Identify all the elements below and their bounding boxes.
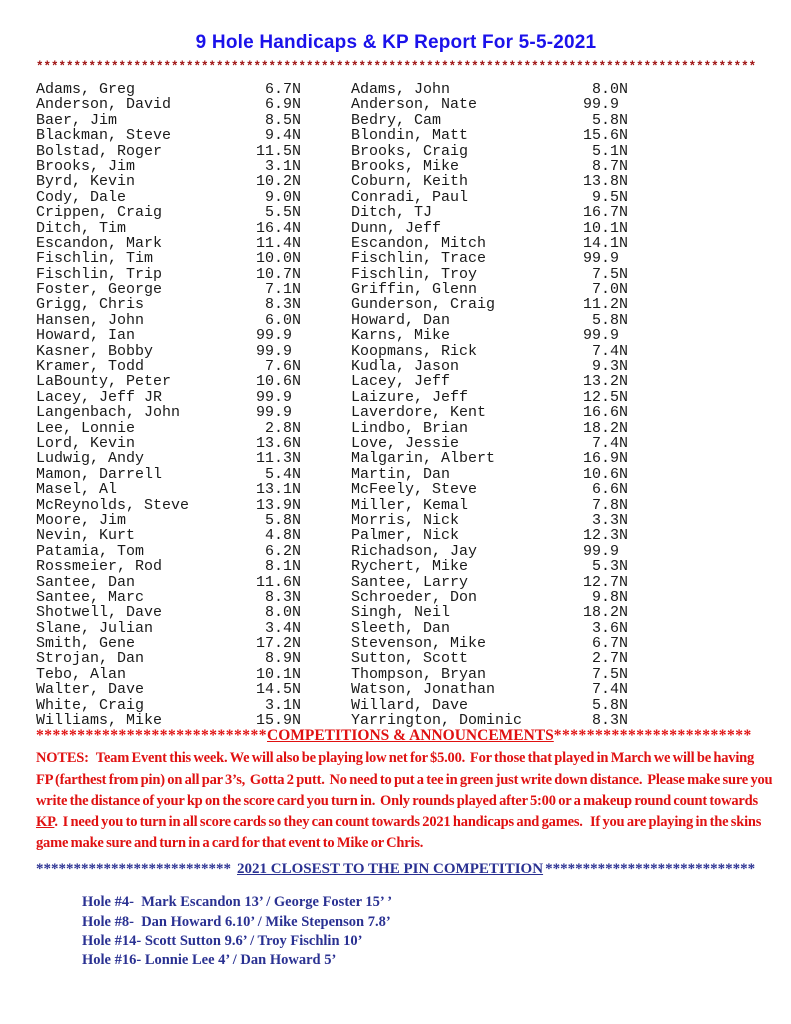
table-row <box>36 128 301 143</box>
player-name: Escandon, Mark <box>36 235 163 252</box>
table-row <box>351 221 628 236</box>
handicap-value: 7.5 N <box>591 665 629 683</box>
player-name: Howard, Dan <box>351 312 451 329</box>
handicap-value: 11.2 N <box>583 296 629 314</box>
player-name: Morris, Nick <box>351 512 460 529</box>
handicap-value: 5.8 N <box>264 511 302 529</box>
table-row <box>36 374 301 389</box>
table-row <box>351 436 628 451</box>
notes-kp-underlined: KP <box>36 814 55 831</box>
handicap-value: 11.3 N <box>256 450 302 468</box>
player-name: Blackman, Steve <box>36 128 172 144</box>
handicap-value: 5.5 N <box>264 204 302 222</box>
handicap-value: 13.9 N <box>256 496 302 514</box>
handicap-value: 6.7 N <box>264 81 302 98</box>
table-row <box>351 528 628 543</box>
player-name: Love, Jessie <box>351 435 460 452</box>
table-row <box>36 667 301 682</box>
table-row <box>36 297 301 312</box>
player-name: Palmer, Nick <box>351 528 460 544</box>
player-name: Yarrington, Dominic <box>351 713 523 729</box>
player-name: Laizure, Jeff <box>351 389 469 406</box>
table-row <box>36 190 301 205</box>
player-name: Slane, Julian <box>36 620 154 637</box>
handicap-value: 99.9 <box>256 404 293 422</box>
handicap-value: 11.4 N <box>256 234 302 252</box>
player-name: Masel, Al <box>36 482 118 498</box>
player-name: Lacey, Jeff <box>351 374 451 390</box>
table-row <box>36 544 301 559</box>
player-name: Brooks, Mike <box>351 158 460 175</box>
table-row <box>36 359 301 374</box>
kp-stars-left: ************************** <box>36 861 231 878</box>
player-name: Escandon, Mitch <box>351 235 487 252</box>
player-name: Anderson, David <box>36 97 172 113</box>
handicap-value: 8.3 N <box>591 712 629 730</box>
player-name: Lindbo, Brian <box>351 420 469 436</box>
table-row <box>36 205 301 220</box>
kp-result-line-hole4: Hole #4- Mark Escandon 13’ / George Foster 15’ ’ <box>82 894 393 911</box>
competitions-header-label: COMPETITIONS & ANNOUNCEMENTS <box>267 727 554 745</box>
table-row <box>351 205 628 220</box>
player-name: Shotwell, Dave <box>36 605 163 621</box>
handicap-value: 13.6 N <box>256 434 302 452</box>
table-row <box>36 590 301 605</box>
handicap-value: 10.6 N <box>256 373 302 391</box>
handicap-value: 5.8 N <box>591 311 629 329</box>
player-name: Strojan, Dan <box>36 651 145 667</box>
handicap-value: 9.4 N <box>264 127 302 145</box>
handicap-value: 7.1 N <box>264 281 302 299</box>
table-row <box>351 651 628 666</box>
handicap-value: 12.7 N <box>583 573 629 591</box>
handicap-value: 13.8 N <box>583 173 629 191</box>
player-name: Watson, Jonathan <box>351 682 496 698</box>
kp-result-line-hole8: Hole #8- Dan Howard 6.10’ / Mike Stepenson 7.8’ <box>82 913 391 930</box>
table-row <box>351 621 628 636</box>
player-name: Karns, Mike <box>351 328 451 344</box>
player-name: Rychert, Mike <box>351 559 469 575</box>
player-name: Byrd, Kevin <box>36 174 136 190</box>
table-row <box>351 467 628 482</box>
player-name: Miller, Kemal <box>351 497 469 513</box>
handicap-value: 8.9 N <box>264 650 302 668</box>
player-name: Blondin, Matt <box>351 128 469 144</box>
handicap-value: 99.9 <box>583 96 620 114</box>
table-row <box>351 113 628 128</box>
handicap-value: 7.4 N <box>591 681 629 699</box>
table-row <box>36 236 301 251</box>
table-row <box>351 698 628 713</box>
table-row <box>351 251 628 266</box>
handicap-value: 9.5 N <box>591 188 629 206</box>
handicap-roster <box>36 82 773 728</box>
notes-text-continued: . I need you to turn in all score cards so they can count towards 2021 handicaps and games. If you are playing in the skins game make sure and turn in a card for that event to Mike or Chris. <box>36 814 764 852</box>
player-name: Fischlin, Tim <box>36 251 154 267</box>
player-name: Koopmans, Rick <box>351 343 478 360</box>
player-name: Brooks, Jim <box>36 158 136 175</box>
player-name: Smith, Gene <box>36 636 136 652</box>
table-row <box>36 282 301 297</box>
handicap-value: 9.3 N <box>591 358 629 376</box>
handicap-value: 2.8 N <box>264 419 302 437</box>
kp-stars-right: **************************** <box>545 861 756 878</box>
handicap-value: 17.2 N <box>256 635 302 653</box>
player-name: Ditch, TJ <box>351 205 433 221</box>
table-row <box>351 482 628 497</box>
player-name: Cody, Dale <box>36 189 127 206</box>
handicap-value: 99.9 <box>256 327 293 345</box>
handicap-value: 16.9 N <box>583 450 629 468</box>
handicap-value: 8.7 N <box>591 157 629 175</box>
table-row <box>36 621 301 636</box>
handicap-value: 8.3 N <box>264 296 302 314</box>
table-row <box>351 682 628 697</box>
handicap-value: 3.1 N <box>264 696 302 714</box>
player-name: Patamia, Tom <box>36 543 145 560</box>
table-row <box>351 128 628 143</box>
table-row <box>36 698 301 713</box>
table-row <box>36 144 301 159</box>
table-row <box>36 559 301 574</box>
player-name: Kramer, Todd <box>36 359 145 375</box>
player-name: Rossmeier, Rod <box>36 559 163 575</box>
handicap-value: 7.5 N <box>591 265 629 283</box>
table-row <box>36 575 301 590</box>
roster-column-left <box>36 82 301 728</box>
handicap-value: 7.6 N <box>264 358 302 376</box>
table-row <box>36 251 301 266</box>
table-row <box>36 528 301 543</box>
player-name: Williams, Mike <box>36 713 163 729</box>
table-row <box>351 190 628 205</box>
table-row <box>351 513 628 528</box>
player-name: Lee, Lonnie <box>36 420 136 436</box>
player-name: Kasner, Bobby <box>36 343 154 360</box>
handicap-value: 16.4 N <box>256 219 302 237</box>
table-row <box>351 590 628 605</box>
player-name: Mamon, Darrell <box>36 466 163 483</box>
table-row <box>351 236 628 251</box>
player-name: Sleeth, Dan <box>351 620 451 637</box>
table-row <box>351 82 628 97</box>
handicap-value: 7.0 N <box>591 281 629 299</box>
table-row <box>36 344 301 359</box>
player-name: Laverdore, Kent <box>351 405 487 421</box>
player-name: Sutton, Scott <box>351 651 469 667</box>
handicap-value: 16.6 N <box>583 404 629 422</box>
player-name: Fischlin, Troy <box>351 266 478 283</box>
table-row <box>351 405 628 420</box>
handicap-value: 14.5 N <box>256 681 302 699</box>
table-row <box>351 421 628 436</box>
player-name: LaBounty, Peter <box>36 374 172 390</box>
kp-result-line-hole14: Hole #14- Scott Sutton 9.6’ / Troy Fischlin 10’ <box>82 932 363 949</box>
table-row <box>351 559 628 574</box>
player-name: McReynolds, Steve <box>36 497 190 513</box>
table-row <box>351 359 628 374</box>
notes-paragraph <box>36 748 773 854</box>
handicap-value: 5.1 N <box>591 142 629 160</box>
table-row <box>36 97 301 112</box>
handicap-value: 11.5 N <box>256 142 302 160</box>
handicap-value: 8.0 N <box>591 81 629 98</box>
handicap-value: 3.3 N <box>591 511 629 529</box>
table-row <box>36 313 301 328</box>
table-row <box>36 113 301 128</box>
table-row <box>351 328 628 343</box>
handicap-value: 15.9 N <box>256 712 302 730</box>
player-name: Thompson, Bryan <box>351 666 487 683</box>
table-row <box>36 436 301 451</box>
star-divider: ************************************************************************************************ <box>36 60 757 74</box>
handicap-value: 8.3 N <box>264 588 302 606</box>
player-name: Coburn, Keith <box>351 174 469 190</box>
handicap-value: 6.6 N <box>591 481 629 499</box>
table-row <box>36 405 301 420</box>
table-row <box>36 221 301 236</box>
player-name: Moore, Jim <box>36 512 127 529</box>
table-row <box>351 605 628 620</box>
player-name: Nevin, Kurt <box>36 528 136 544</box>
handicap-value: 3.1 N <box>264 157 302 175</box>
handicap-value: 8.5 N <box>264 111 302 129</box>
handicap-value: 10.0 N <box>256 250 302 268</box>
page-title: 9 Hole Handicaps & KP Report For 5-5-2021 <box>195 32 597 53</box>
player-name: Langenbach, John <box>36 405 181 421</box>
table-row <box>351 390 628 405</box>
player-name: Grigg, Chris <box>36 297 145 313</box>
handicap-value: 7.4 N <box>591 434 629 452</box>
competitions-stars-left: **************************** <box>36 727 267 745</box>
handicap-value: 14.1 N <box>583 234 629 252</box>
player-name: Anderson, Nate <box>351 97 478 113</box>
handicap-value: 13.1 N <box>256 481 302 499</box>
player-name: Schroeder, Don <box>351 589 478 606</box>
handicap-value: 10.6 N <box>583 465 629 483</box>
table-row <box>351 297 628 312</box>
table-row <box>36 682 301 697</box>
table-row <box>351 544 628 559</box>
player-name: Willard, Dave <box>351 697 469 714</box>
player-name: Dunn, Jeff <box>351 220 442 236</box>
player-name: Brooks, Craig <box>351 143 469 159</box>
handicap-value: 3.4 N <box>264 619 302 637</box>
player-name: Malgarin, Albert <box>351 451 496 467</box>
handicap-value: 5.4 N <box>264 465 302 483</box>
roster-column-right <box>351 82 628 728</box>
handicap-value: 18.2 N <box>583 419 629 437</box>
handicap-value: 5.3 N <box>591 558 629 576</box>
kp-competition-header <box>36 860 773 879</box>
table-row <box>36 328 301 343</box>
handicap-value: 9.0 N <box>264 188 302 206</box>
handicap-value: 10.2 N <box>256 173 302 191</box>
table-row <box>36 421 301 436</box>
player-name: Fischlin, Trace <box>351 251 487 267</box>
handicap-value: 12.3 N <box>583 527 629 545</box>
handicap-value: 18.2 N <box>583 604 629 622</box>
table-row <box>351 282 628 297</box>
handicap-value: 5.8 N <box>591 696 629 714</box>
notes-text: NOTES: Team Event this week. We will also be playing low net for $5.00. For those that played in March we will be having FP (farthest from pin) on all par 3’s, Gotta 2 putt. No need to put a tee in green just write down distance. Please make sure you write the distance of your kp on the score card you turn in. Only rounds played after 5:00 or a makeup round count towards <box>36 750 775 809</box>
handicap-value: 7.8 N <box>591 496 629 514</box>
player-name: McFeely, Steve <box>351 482 478 498</box>
player-name: Bolstad, Roger <box>36 143 163 159</box>
player-name: Kudla, Jason <box>351 359 460 375</box>
player-name: Foster, George <box>36 282 163 298</box>
table-row <box>36 159 301 174</box>
handicap-value: 8.1 N <box>264 558 302 576</box>
handicap-value: 2.7 N <box>591 650 629 668</box>
table-row <box>351 159 628 174</box>
handicap-value: 15.6 N <box>583 127 629 145</box>
handicap-value: 99.9 <box>256 342 293 360</box>
table-row <box>36 267 301 282</box>
player-name: Howard, Ian <box>36 328 136 344</box>
table-row <box>351 313 628 328</box>
handicap-value: 8.0 N <box>264 604 302 622</box>
player-name: Tebo, Alan <box>36 666 127 683</box>
competitions-stars-right: ************************ <box>553 727 752 745</box>
player-name: Baer, Jim <box>36 112 118 129</box>
player-name: Conradi, Paul <box>351 189 469 206</box>
kp-competition-header-label: 2021 CLOSEST TO THE PIN COMPETITION <box>237 861 544 878</box>
table-row <box>36 82 301 97</box>
table-row <box>351 267 628 282</box>
handicap-value: 5.8 N <box>591 111 629 129</box>
table-row <box>351 174 628 189</box>
handicap-value: 6.7 N <box>591 635 629 653</box>
player-name: Ditch, Tim <box>36 220 127 236</box>
table-row <box>36 482 301 497</box>
table-row <box>36 605 301 620</box>
handicap-value: 9.8 N <box>591 588 629 606</box>
handicap-value: 99.9 <box>256 388 293 406</box>
player-name: Adams, Greg <box>36 82 136 98</box>
player-name: Richadson, Jay <box>351 543 478 560</box>
table-row <box>36 390 301 405</box>
table-row <box>36 467 301 482</box>
player-name: Ludwig, Andy <box>36 451 145 467</box>
player-name: Santee, Marc <box>36 589 145 606</box>
player-name: Lord, Kevin <box>36 435 136 452</box>
handicap-value: 11.6 N <box>256 573 302 591</box>
player-name: Crippen, Craig <box>36 205 163 221</box>
handicap-value: 10.1 N <box>256 665 302 683</box>
table-row <box>351 636 628 651</box>
table-row <box>351 344 628 359</box>
handicap-value: 6.2 N <box>264 542 302 560</box>
competitions-header <box>36 726 773 745</box>
player-name: Bedry, Cam <box>351 112 442 129</box>
table-row <box>36 513 301 528</box>
player-name: Adams, John <box>351 82 451 98</box>
handicap-value: 99.9 <box>583 327 620 345</box>
player-name: Martin, Dan <box>351 466 451 483</box>
handicap-value: 99.9 <box>583 542 620 560</box>
player-name: Santee, Larry <box>351 574 469 590</box>
handicap-value: 6.0 N <box>264 311 302 329</box>
table-row <box>351 144 628 159</box>
handicap-value: 12.5 N <box>583 388 629 406</box>
table-row <box>36 498 301 513</box>
player-name: Gunderson, Craig <box>351 297 496 313</box>
player-name: Stevenson, Mike <box>351 636 487 652</box>
handicap-value: 7.4 N <box>591 342 629 360</box>
handicap-value: 13.2 N <box>583 373 629 391</box>
kp-result-line-hole16: Hole #16- Lonnie Lee 4’ / Dan Howard 5’ <box>82 952 337 969</box>
table-row <box>36 451 301 466</box>
table-row <box>351 374 628 389</box>
handicap-value: 3.6 N <box>591 619 629 637</box>
player-name: Lacey, Jeff JR <box>36 389 163 406</box>
table-row <box>36 651 301 666</box>
handicap-value: 16.7 N <box>583 204 629 222</box>
player-name: Singh, Neil <box>351 605 451 621</box>
player-name: Fischlin, Trip <box>36 266 163 283</box>
table-row <box>36 174 301 189</box>
table-row <box>36 636 301 651</box>
handicap-value: 99.9 <box>583 250 620 268</box>
player-name: Santee, Dan <box>36 574 136 590</box>
handicap-value: 6.9 N <box>264 96 302 114</box>
player-name: Walter, Dave <box>36 682 145 698</box>
table-row <box>351 498 628 513</box>
table-row <box>351 451 628 466</box>
player-name: White, Craig <box>36 697 145 714</box>
handicap-value: 4.8 N <box>264 527 302 545</box>
handicap-value: 10.7 N <box>256 265 302 283</box>
kp-results <box>36 893 773 970</box>
handicap-value: 10.1 N <box>583 219 629 237</box>
table-row <box>351 667 628 682</box>
player-name: Griffin, Glenn <box>351 282 478 298</box>
table-row <box>351 575 628 590</box>
table-row <box>351 97 628 112</box>
player-name: Hansen, John <box>36 312 145 329</box>
